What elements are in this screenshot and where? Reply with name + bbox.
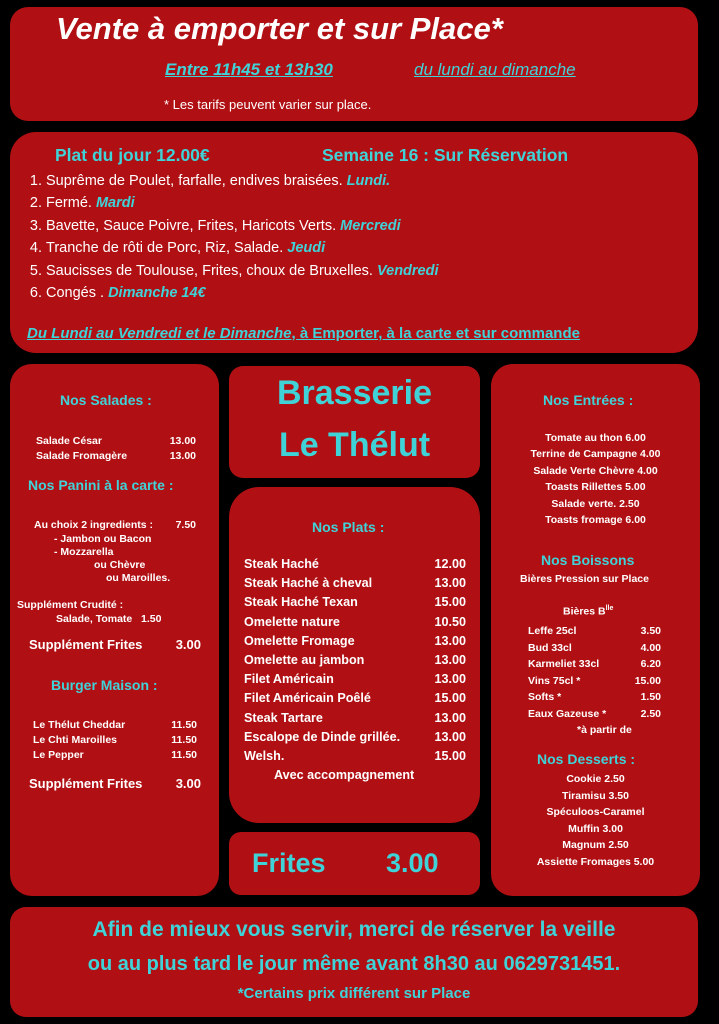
list-item: 2. Fermé. Mardi [46,192,439,214]
frites-panel [229,832,480,895]
right-menu-panel [491,364,700,896]
list-item: Toasts Rillettes 5.00 [545,481,646,494]
header-note: * Les tarifs peuvent varier sur place. [164,97,372,112]
plats-panel [229,487,480,823]
burger-row: Le Chti Maroilles 11.50 [33,734,197,746]
header-panel [10,7,698,121]
header-title: Vente à emporter et sur Place* [56,11,503,46]
plat-row: Omelette au jambon 13.00 [244,653,466,668]
list-item: 1. Suprême de Poulet, farfalle, endives braisées. Lundi. [46,170,439,192]
supplement-frites-2: Supplément Frites 3.00 [29,776,201,791]
salades-heading: Nos Salades : [60,392,152,408]
list-item: 5. Saucisses de Toulouse, Frites, choux de Bruxelles. Vendredi [46,260,439,282]
plat-row: Omelette nature 10.50 [244,614,466,629]
frites-label: Frites [252,848,326,878]
footer-line-3: *Certains prix différent sur Place [237,985,471,1002]
list-item: Softs * 1.50 [528,691,661,703]
plat-row: Filet Américain 13.00 [244,672,466,687]
supplement-frites-1: Supplément Frites 3.00 [29,637,201,652]
plats-list [244,555,466,766]
list-item: 3. Bavette, Sauce Poivre, Frites, Haricots Verts. Mercredi [46,215,439,237]
plat-row: Steak Haché 12.00 [244,557,466,571]
list-item: Bud 33cl 4.00 [528,641,661,654]
list-item: Assiette Fromages 5.00 [536,855,655,868]
burger-row: Le Thélut Cheddar 11.50 [33,719,197,731]
burger-row: Le Pepper 11.50 [33,749,197,761]
list-item: Tiramisu 3.50 [562,789,629,802]
left-menu-panel [10,364,219,896]
footer-line-2: ou au plus tard le jour même avant 8h30 au 0629731451. [87,953,621,975]
plat-row: Filet Américain Poêlé 15.00 [244,691,466,706]
list-item: 6. Congés . Dimanche 14€ [46,282,439,304]
frites-price: 3.00 [386,848,439,878]
list-item: Toasts fromage 6.00 [545,514,646,527]
list-item: Cookie 2.50 [566,773,625,785]
plat-row: Steak Tartare 13.00 [244,710,466,725]
entrees-heading: Nos Entrées : [543,392,634,408]
plat-row: Escalope de Dinde grillée. 13.00 [244,729,466,744]
list-item: Leffe 25cl 3.50 [528,625,661,637]
desserts-heading: Nos Desserts : [537,751,636,767]
boissons-heading: Nos Boissons [541,552,635,568]
list-item: Muffin 3.00 [568,822,623,835]
plat-row: Omelette Fromage 13.00 [244,633,466,648]
brand-name: Brasserie [276,374,432,412]
plat-row: Welsh. 15.00 [244,749,466,764]
plat-du-jour-heading: Plat du jour 12.00€ [55,145,210,165]
list-item: Karmeliet 33cl 6.20 [528,658,661,670]
entrees-list [491,430,700,528]
plat-row: Steak Haché à cheval 13.00 [244,576,466,591]
list-item: Eaux Gazeuse * 2.50 [528,707,661,720]
list-item: Spéculoos-Caramel [546,806,645,819]
pression-label: Bières Pression sur Place [520,573,649,585]
semaine-heading: Semaine 16 : Sur Réservation [322,145,569,165]
salade-row: Salade Fromagère 13.00 [36,450,196,462]
list-item: Salade Verte Chèvre 4.00 [533,464,658,477]
footer-panel [10,907,698,1017]
crudite-label: Supplément Crudité : [17,599,124,611]
header-hours: Entre 11h45 et 13h30 [165,60,333,79]
list-item: 4. Tranche de rôti de Porc, Riz, Salade. Jeudi [46,237,439,259]
footer-line-1: Afin de mieux vous servir, merci de réserver la veille [92,918,616,941]
boissons-list [528,623,661,722]
plats-note: Avec accompagnement [274,768,415,782]
desserts-list [491,771,700,871]
plats-heading: Nos Plats : [312,519,385,535]
crudite-detail: Salade, Tomate 1.50 [56,613,162,625]
header-days: du lundi au dimanche [414,60,576,79]
panini-heading: Nos Panini à la carte : [28,477,174,493]
week-footer: Du Lundi au Vendredi et le Dimanche, à Emporter, à la carte et sur commande [27,325,580,342]
list-item: Vins 75cl * 15.00 [528,674,661,687]
list-item: Terrine de Campagne 4.00 [530,448,661,461]
brand-subtitle: Le Thélut [278,426,431,464]
panini-choice: Au choix 2 ingredients : 7.50 [34,519,196,531]
panini-option: ou Maroilles. [106,572,171,584]
apartir-note: *à partir de [577,724,632,736]
list-item: Salade verte. 2.50 [551,497,640,510]
week-menu-panel [10,132,698,353]
panini-option: ou Chèvre [94,559,146,571]
plat-row: Steak Haché Texan 15.00 [244,595,466,610]
salade-row: Salade César 13.00 [36,435,196,447]
week-dish-list [30,170,439,304]
panini-option: - Mozzarella [54,546,114,558]
brand-panel [229,366,480,478]
bieres-label: Bières $B^{lle}$ [563,605,614,618]
panini-option: - Jambon ou Bacon [54,533,152,545]
list-item: Tomate au thon 6.00 [545,432,646,444]
burger-heading: Burger Maison : [51,677,158,693]
list-item: Magnum 2.50 [562,839,629,852]
